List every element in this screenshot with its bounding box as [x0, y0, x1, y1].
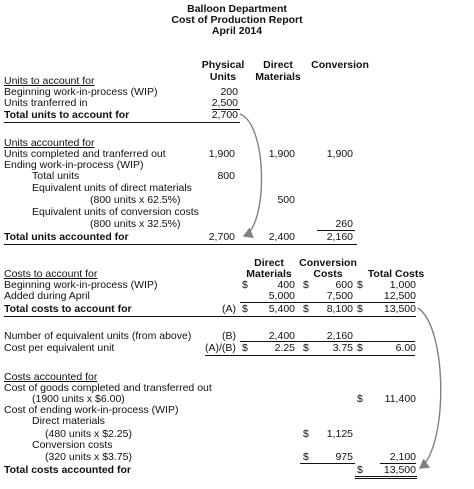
cost-added-dm: 5,000	[268, 290, 295, 302]
col-cost-conv-1: Conversion	[299, 257, 357, 269]
total-accounted-conv: 2,160	[326, 231, 353, 243]
completed-conv: 1,900	[326, 148, 353, 160]
transferred-in-units: 2,500	[211, 97, 238, 109]
total-accounted-label: Total units accounted for	[4, 231, 129, 243]
conv-cost-label: Conversion costs	[32, 439, 113, 451]
dollar-sign: $	[303, 342, 309, 354]
ref-b: (B)	[222, 330, 236, 342]
dollar-sign: $	[357, 279, 363, 291]
units-accounted-heading: Units accounted for	[4, 137, 95, 149]
completed-dm: 1,900	[268, 148, 295, 160]
eq-conv-value: 260	[335, 218, 353, 230]
dm-cost-value: 1,125	[326, 428, 353, 440]
completed-label: Units completed and tranferred out	[4, 148, 166, 160]
col-direct-materials-2: Materials	[255, 71, 301, 83]
dollar-sign: $	[303, 279, 309, 291]
ref-a: (A)	[222, 303, 236, 315]
cost-beg-wip-total: 1,000	[389, 279, 416, 291]
cost-added-conv: 7,500	[326, 290, 353, 302]
report-title: Cost of Production Report	[171, 14, 303, 26]
completed-cost-calc: (1900 units x $6.00)	[32, 393, 125, 405]
conv-cost-calc: (320 units x $3.75)	[45, 451, 132, 463]
cost-per-label: Cost per equivalent unit	[4, 342, 115, 354]
conv-cost-value: 975	[335, 451, 353, 463]
dollar-sign: $	[242, 303, 248, 315]
completed-physical: 1,900	[208, 148, 235, 160]
eq-units-dm: 2,400	[268, 330, 295, 342]
beg-wip-label: Beginning work-in-process (WIP)	[4, 86, 158, 98]
report-department: Balloon Department	[187, 3, 287, 15]
dollar-sign: $	[303, 303, 309, 315]
total-accounted-physical: 2,700	[208, 231, 235, 243]
total-costs-accounted-label: Total costs accounted for	[4, 464, 131, 476]
costs-to-account-heading: Costs to account for	[4, 268, 98, 280]
dollar-sign: $	[303, 428, 309, 440]
eq-dm-value: 500	[277, 194, 295, 206]
total-costs-conv: 8,100	[326, 303, 353, 315]
eq-units-conv: 2,160	[326, 330, 353, 342]
ending-wip-cost-label: Cost of ending work-in-process (WIP)	[4, 404, 179, 416]
cost-beg-wip-conv: 600	[335, 279, 353, 291]
costs-accounted-heading: Costs accounted for	[4, 371, 98, 383]
eq-dm-calc: (800 units x 62.5%)	[90, 194, 181, 206]
total-accounted-dm: 2,400	[268, 231, 295, 243]
report-period: April 2014	[211, 25, 263, 37]
total-units-value: 800	[217, 170, 235, 182]
cost-per-dm: 2.25	[274, 342, 295, 354]
total-to-account-label: Total units to account for	[4, 109, 130, 121]
dm-cost-label: Direct materials	[32, 415, 105, 427]
costs-reconcile-arrow	[418, 308, 441, 468]
col-cost-dm-1: Direct	[254, 257, 284, 269]
dollar-sign: $	[357, 342, 363, 354]
total-units-label: Total units	[32, 170, 80, 182]
total-costs-dm: 5,400	[268, 303, 295, 315]
col-cost-dm-2: Materials	[246, 268, 292, 280]
ending-wip-label: Ending work-in-process (WIP)	[4, 159, 144, 171]
conv-cost-total: 2,100	[389, 451, 416, 463]
col-direct-materials-1: Direct	[263, 59, 293, 71]
eq-conv-calc: (800 units x 32.5%)	[90, 218, 181, 230]
total-to-account-units: 2,700	[211, 109, 238, 121]
dollar-sign: $	[357, 464, 363, 476]
completed-cost-label: Cost of goods completed and transferred out	[4, 382, 212, 394]
dollar-sign: $	[357, 303, 363, 315]
total-costs-total: 13,500	[383, 303, 416, 315]
units-reconcile-arrow	[240, 114, 262, 236]
cost-added-total: 12,500	[383, 290, 416, 302]
dollar-sign: $	[357, 393, 363, 405]
dollar-sign: $	[303, 451, 309, 463]
col-conversion: Conversion	[311, 59, 369, 71]
total-costs-accounted-total: 13,500	[383, 464, 416, 476]
col-physical-units-1: Physical	[201, 59, 245, 71]
ref-a-over-b: (A)/(B)	[205, 342, 236, 354]
transferred-in-label: Units tranferred in	[4, 97, 88, 109]
dollar-sign: $	[242, 342, 248, 354]
col-total-costs: Total Costs	[367, 268, 425, 280]
beg-wip-units: 200	[220, 86, 238, 98]
cost-beg-wip-dm: 400	[277, 279, 295, 291]
cost-per-total: 6.00	[395, 342, 416, 354]
total-costs-label: Total costs to account for	[4, 303, 132, 315]
eq-units-label: Number of equivalent units (from above)	[4, 330, 192, 342]
dm-cost-calc: (480 units x $2.25)	[45, 428, 132, 440]
cost-added-label: Added during April	[4, 290, 90, 302]
eq-conv-label: Equivalent units of conversion costs	[32, 206, 199, 218]
cost-beg-wip-label: Beginning work-in-process (WIP)	[4, 279, 158, 291]
completed-cost-total: 11,400	[384, 393, 416, 405]
col-cost-conv-2: Costs	[313, 268, 343, 280]
eq-dm-label: Equivalent units of direct materials	[32, 182, 192, 194]
col-physical-units-2: Units	[209, 71, 237, 83]
dollar-sign: $	[242, 279, 248, 291]
cost-per-conv: 3.75	[332, 342, 353, 354]
units-to-account-heading: Units to account for	[4, 75, 95, 87]
